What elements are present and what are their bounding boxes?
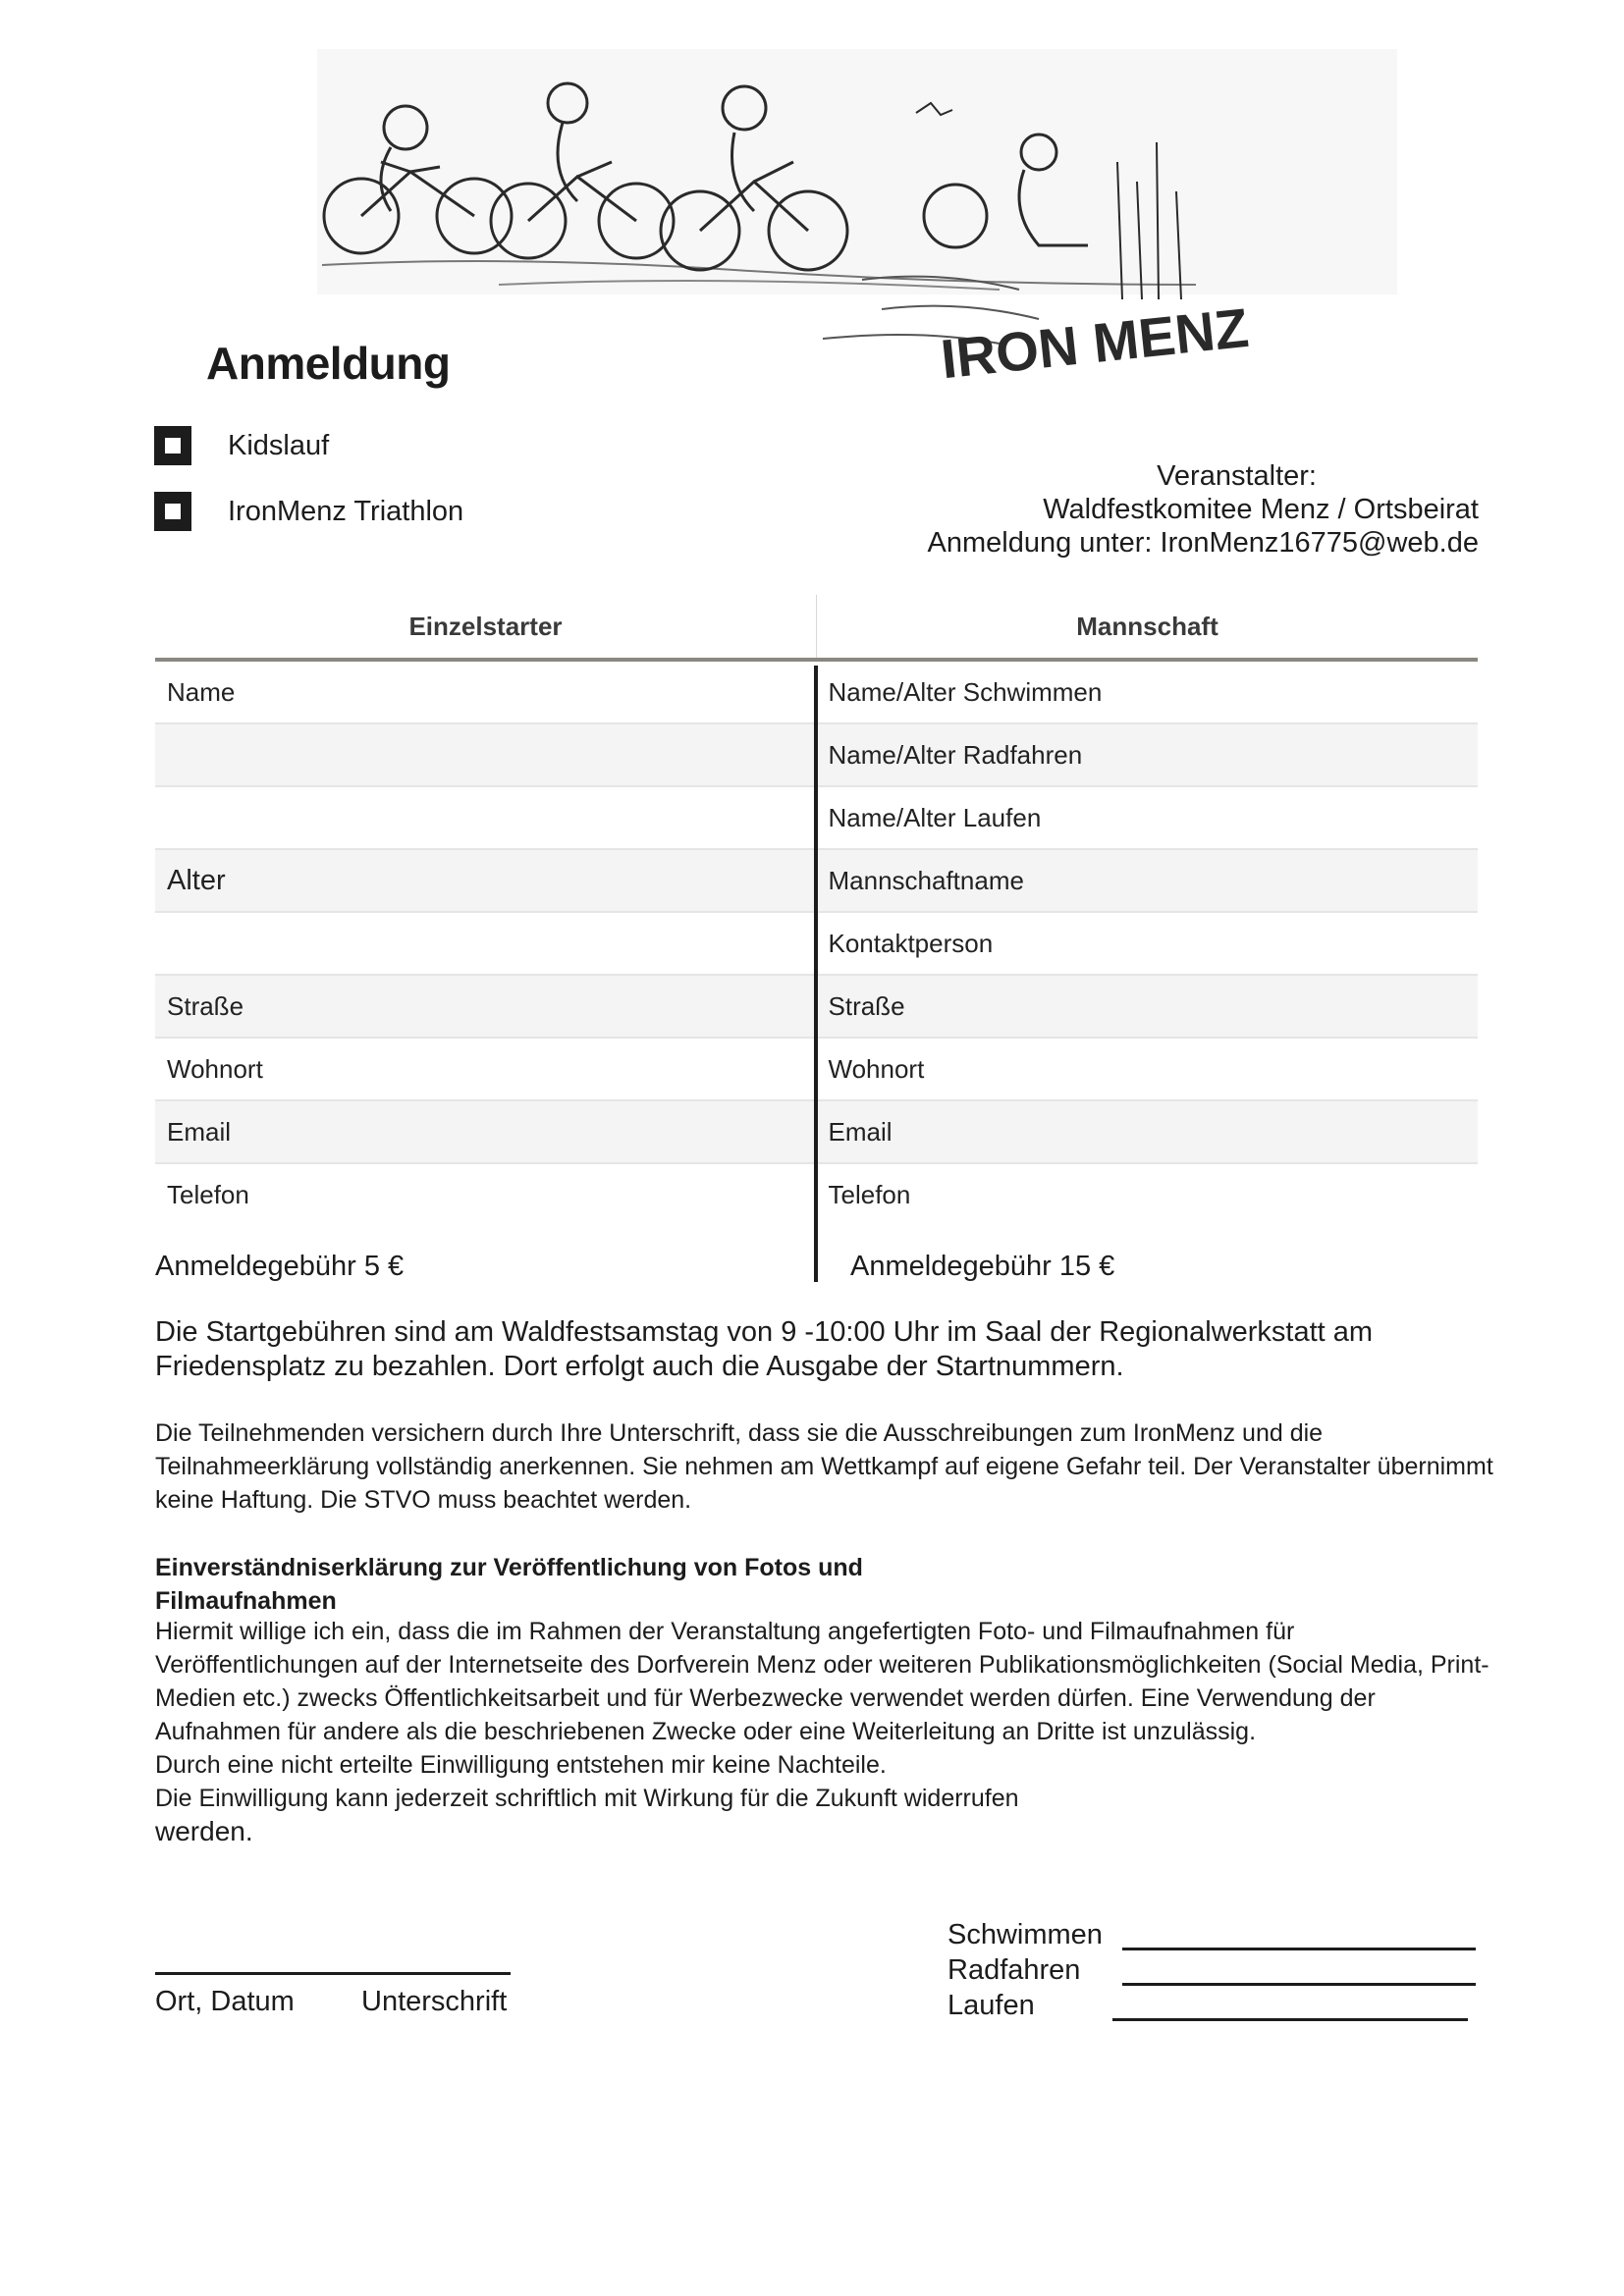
bike-signature-line[interactable]: [1122, 1983, 1476, 1986]
signature-label: Unterschrift: [361, 1986, 508, 2017]
consent-heading: [155, 1551, 1500, 1618]
run-signature-line[interactable]: [1112, 2018, 1468, 2021]
team-run-label: Laufen: [947, 1990, 1035, 2021]
option-triathlon[interactable]: [154, 492, 463, 531]
table-header: [155, 595, 1478, 662]
field-team[interactable]: Email: [828, 1116, 893, 1147]
fee-single: Anmeldegebühr 5 €: [155, 1251, 405, 1282]
field-team[interactable]: Kontaktperson: [828, 928, 994, 958]
field-team[interactable]: Name/Alter Radfahren: [828, 739, 1083, 770]
payment-info: Die Startgebühren sind am Waldfestsamstag von 9 -10:00 Uhr im Saal der Regionalwerkstatt am Friedensplatz zu bezahlen. Dort erfolgt auch die Ausgabe der Startnummern.: [155, 1316, 1374, 1382]
field-single[interactable]: [155, 913, 817, 974]
field-team[interactable]: Telefon: [828, 1179, 911, 1209]
swim-signature-line[interactable]: [1122, 1948, 1476, 1950]
registration-email: Anmeldung unter: IronMenz16775@web.de: [927, 527, 1479, 559]
place-date-label: Ort, Datum: [155, 1986, 295, 2017]
consent-body: [155, 1615, 1500, 1848]
field-team[interactable]: Straße: [828, 990, 905, 1021]
field-team[interactable]: Wohnort: [828, 1053, 925, 1084]
field-team[interactable]: Mannschaftname: [828, 865, 1024, 895]
page-title: Anmeldung: [206, 338, 451, 389]
option-label: Kidslauf: [228, 429, 330, 461]
signature-line[interactable]: [155, 1972, 511, 1975]
iron-menz-logo: IRON MENZ: [938, 295, 1252, 391]
consent-no-disadvantage: Durch eine nicht erteilte Einwilligung entstehen mir keine Nachteile.: [155, 1751, 887, 1779]
header-mannschaft: Mannschaft: [1076, 611, 1218, 641]
field-single[interactable]: [155, 787, 817, 848]
consent-text: Hiermit willige ich ein, dass die im Rahmen der Veranstaltung angefertigten Foto- und Filmaufnahmen für Veröffentlichungen auf der Internetseite des Dorfverein Menz oder weiteren Publikationsmöglichkeiten (Social Media, Print-Medien etc.) zwecks Öffentlichkeitsarbeit und für Werbezwecke verwendet werden dürfen. Eine Verwendung der Aufnahmen für andere als die beschriebenen Zwecke oder eine Weiterleitung an Dritte ist unzulässig.: [155, 1618, 1489, 1745]
consent-revoke: Die Einwilligung kann jederzeit schriftlich mit Wirkung für die Zukunft widerrufen: [155, 1785, 1019, 1812]
checkbox-triathlon[interactable]: [154, 492, 191, 531]
field-single[interactable]: [155, 724, 817, 785]
checkbox-kidslauf[interactable]: [154, 426, 191, 465]
consent-heading-line: Einverständniserklärung zur Veröffentlichung von Fotos und: [155, 1554, 863, 1581]
cyclists-illustration: [312, 44, 1520, 398]
field-single[interactable]: Straße: [167, 990, 244, 1021]
field-team[interactable]: Name/Alter Laufen: [828, 802, 1042, 832]
field-single[interactable]: Telefon: [167, 1179, 249, 1209]
consent-heading-line: Filmaufnahmen: [155, 1587, 337, 1615]
field-single[interactable]: Alter: [167, 864, 226, 896]
field-single[interactable]: Wohnort: [167, 1053, 263, 1084]
consent-revoke-end: werden.: [155, 1816, 253, 1846]
liability-info: Die Teilnehmenden versichern durch Ihre Unterschrift, dass sie die Ausschreibungen zum IronMenz und die Teilnahmeerklärung vollständig anerkennen. Sie nehmen am Wettkampf auf eigene Gefahr teil. Der Veranstalter übernimmt keine Haftung. Die STVO muss beachtet werden.: [155, 1419, 1493, 1514]
field-single[interactable]: Email: [167, 1116, 232, 1147]
organizer-name: Waldfestkomitee Menz / Ortsbeirat: [1043, 494, 1479, 525]
option-kidslauf[interactable]: [154, 426, 329, 465]
team-bike-label: Radfahren: [947, 1954, 1081, 1986]
organizer-info: [928, 459, 1479, 560]
fee-team: Anmeldegebühr 15 €: [850, 1251, 1115, 1282]
column-divider: [814, 666, 818, 1282]
option-label: IronMenz Triathlon: [228, 495, 464, 527]
field-team[interactable]: Name/Alter Schwimmen: [828, 676, 1103, 707]
team-swim-label: Schwimmen: [947, 1919, 1103, 1950]
field-single[interactable]: Name: [167, 676, 236, 707]
header-einzelstarter: Einzelstarter: [155, 595, 817, 658]
organizer-label: Veranstalter:: [1157, 460, 1317, 492]
